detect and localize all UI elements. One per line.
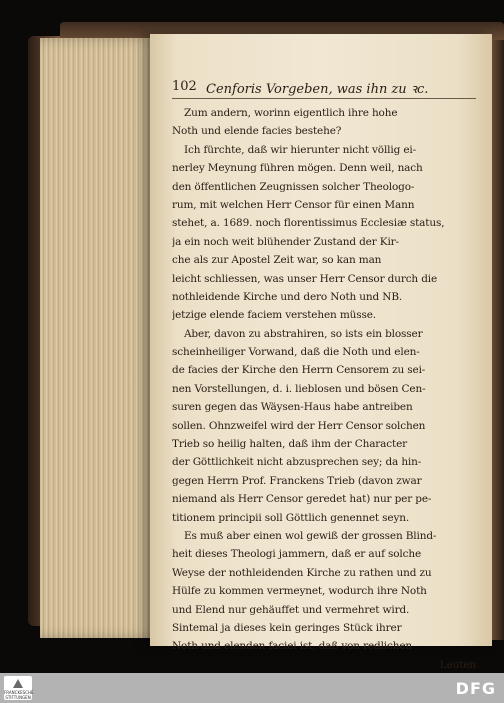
text-block xyxy=(172,104,476,674)
text-line: Trieb so heilig halten, daß ihm der Character xyxy=(172,438,408,451)
text-line: Noth und elenden faciei ist, daß von redlichen xyxy=(172,640,413,653)
text-line: der Göttlichkeit nicht abzusprechen sey; da hin- xyxy=(172,456,422,469)
book-cover-right xyxy=(492,40,504,640)
text-line: Noth und elende facies bestehe? xyxy=(172,125,342,138)
text-line: ja ein noch weit blühender Zustand der Kir- xyxy=(172,235,399,248)
text-line: nen Vorstellungen, d. i. lieblosen und bösen Cen- xyxy=(172,382,426,395)
text-line: che als zur Apostel Zeit war, so kan man xyxy=(172,254,382,267)
library-logo-icon xyxy=(13,679,23,688)
footer-bar xyxy=(0,673,504,703)
dfg-logo[interactable]: DFG xyxy=(455,679,496,698)
text-line: den öffentlichen Zeugnissen solcher Theologo- xyxy=(172,180,415,193)
text-line: nothleidende Kirche und dero Noth und NB. xyxy=(172,290,403,303)
page-number: 102 xyxy=(172,79,197,94)
text-line: rum, mit welchen Herr Censor für einen Mann xyxy=(172,198,415,211)
header-rule xyxy=(172,98,476,99)
catchword: Leuten xyxy=(439,658,476,671)
text-line: heit dieses Theologi jammern, daß er auf solche xyxy=(172,548,422,561)
text-line: und Elend nur gehäuffet und vermehret wird. xyxy=(172,603,410,616)
text-line: stehet, a. 1689. noch florentissimus Ecclesiæ status, xyxy=(172,217,445,230)
text-line: scheinheiliger Vorwand, daß die Noth und elen- xyxy=(172,346,420,359)
text-line: gegen Herrn Prof. Franckens Trieb (davon zwar xyxy=(172,474,422,487)
text-line: Sintemal ja dieses kein geringes Stück ihrer xyxy=(172,621,402,634)
text-line: Aber, davon zu abstrahiren, so ists ein blosser xyxy=(184,327,423,340)
library-logo[interactable] xyxy=(4,676,32,700)
text-line: jetzige elende faciem verstehen müsse. xyxy=(172,309,376,322)
library-logo-text: FRANCKESCHE STIFTUNGEN xyxy=(4,690,34,700)
text-line: leicht schliessen, was unser Herr Censor durch die xyxy=(172,272,438,285)
text-line: Weyse der nothleidenden Kirche zu rathen und zu xyxy=(172,566,432,579)
page-edges xyxy=(40,38,160,638)
text-line: Hülfe zu kommen vermeynet, wodurch ihre Noth xyxy=(172,585,427,598)
book-page xyxy=(150,34,492,671)
text-line: suren gegen das Wäysen-Haus habe antreiben xyxy=(172,401,413,414)
page-header xyxy=(172,77,476,97)
text-line: titionem principii soll Göttlich genennet seyn. xyxy=(172,511,410,524)
text-line: Ich fürchte, daß wir hierunter nicht völlig ei- xyxy=(184,143,417,156)
text-line: Es muß aber einen wol gewiß der grossen Blind- xyxy=(184,529,437,542)
text-line: nerley Meynung führen mögen. Denn weil, nach xyxy=(172,162,423,175)
text-line: sollen. Ohnzweifel wird der Herr Censor solchen xyxy=(172,419,426,432)
text-line: niemand als Herr Censor geredet hat) nur per pe- xyxy=(172,493,432,506)
text-line: de facies der Kirche den Herrn Censorem zu sei- xyxy=(172,364,426,377)
running-head: Cenforis Vorgeben, was ihn zu ꝛc. xyxy=(206,82,429,97)
text-line: Zum andern, worinn eigentlich ihre hohe xyxy=(184,107,398,119)
